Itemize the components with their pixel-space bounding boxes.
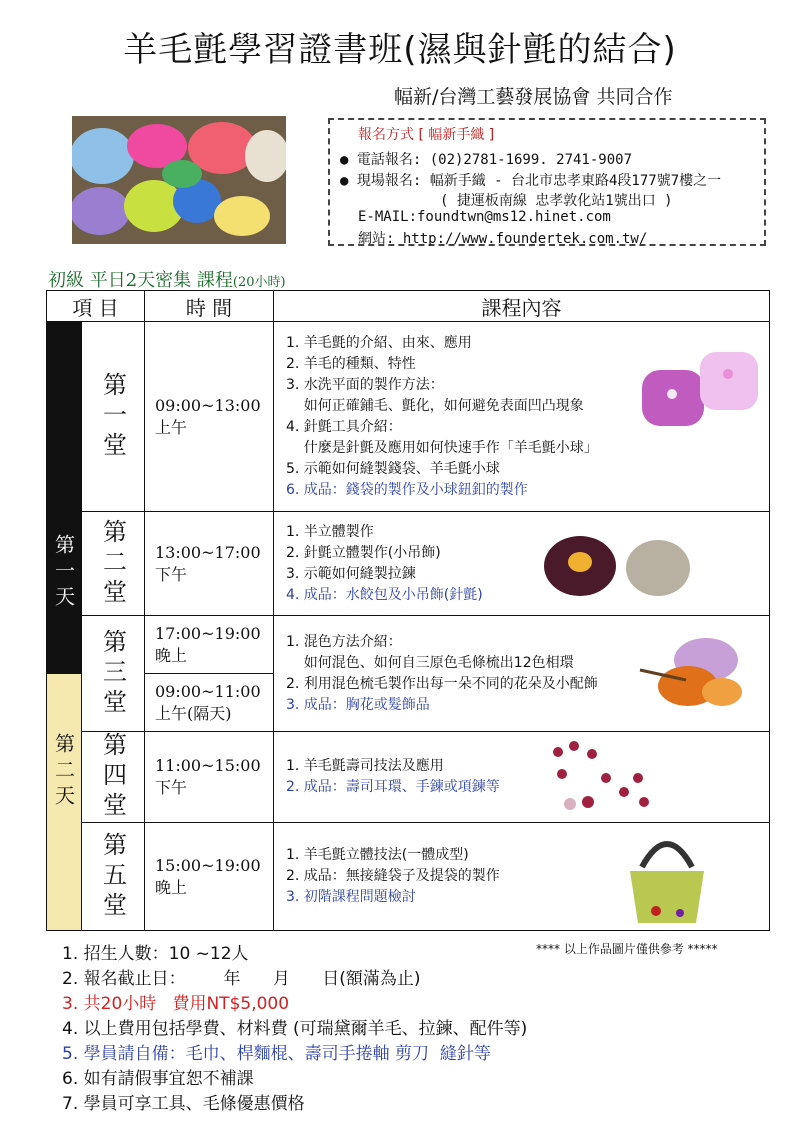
- note-2: 2. 報名截止日： 年 月 日(額滿為止): [62, 969, 421, 989]
- session-1: 第一堂: [82, 322, 145, 512]
- session-3-time-a: 17:00~19:00 晚上: [145, 616, 274, 674]
- session-1-product: 6. 成品：錢袋的製作及小球鈕釦的製作: [286, 481, 528, 498]
- note-6: 6. 如有請假事宜恕不補課: [62, 1069, 254, 1089]
- session-4-product: 2. 成品：壽司耳環、手鍊或項鍊等: [286, 779, 500, 795]
- note-7: 7. 學員可享工具、毛條優惠價格: [62, 1094, 305, 1114]
- course-name: 初級 平日2天密集 課程: [48, 270, 233, 291]
- wool-photo: [72, 116, 286, 244]
- session-5-time: 15:00~19:00 晚上: [145, 823, 274, 931]
- session-2-time: 13:00~17:00 下午: [145, 512, 274, 616]
- session-5: 第五堂: [82, 823, 145, 931]
- course-hours: (20小時): [232, 275, 286, 290]
- session-1-time: 09:00~13:00 上午: [145, 322, 274, 512]
- day-two-label: 第二天: [47, 674, 82, 931]
- photo-disclaimer: **** 以上作品圖片僅供參考 *****: [536, 942, 718, 956]
- note-4: 4. 以上費用包括學費、材料費 (可瑞黛爾羊毛、拉鍊、配件等): [62, 1019, 528, 1039]
- email-link[interactable]: E-MAIL:foundtwn@ms12.hinet.com: [358, 209, 611, 225]
- header-content: 課程內容: [274, 291, 770, 322]
- note-3: 3. 共20小時 費用NT$5,000: [62, 994, 290, 1014]
- session-4: 第四堂: [82, 732, 145, 823]
- brooch-image: [636, 630, 756, 720]
- onsite-registration: ● 現場報名: 幅新手織 - 台北市忠孝東路4段177號7樓之一: [340, 173, 722, 189]
- session-5-content: 1. 羊毛氈立體技法(一體成型) 2. 成品：無接縫袋子及提袋的製作 3. 初階課程問題檢討: [274, 823, 770, 931]
- session-1-content: 1. 羊毛氈的介紹、由來、應用 2. 羊毛的種類、特性 3. 水洗平面的製作方法： 如何正確鋪毛、氈化，如何避免表面凹凸現象 4. 針氈工具介紹： 什麼是針氈及應用如何快速手作「羊毛氈小球」 5. 示範如何縫製錢袋、羊毛氈小球 6. 成品：錢袋的製作及小球鈕釦的製作: [274, 322, 770, 512]
- day-one-label: 第一天: [47, 322, 82, 674]
- schedule-table: [46, 290, 770, 931]
- notes-list: [62, 942, 527, 1117]
- mrt-direction: ( 捷運板南線 忠孝敦化站1號出口 ): [440, 193, 673, 209]
- session-3: 第三堂: [82, 616, 145, 732]
- dumpling-bag-image: [542, 530, 692, 600]
- organizer-line: 幅新/台灣工藝發展協會 共同合作: [394, 86, 673, 108]
- session-2-product: 4. 成品：水餃包及小吊飾(針氈): [286, 586, 483, 603]
- note-1: 1. 招生人數：10 ~12人: [62, 944, 249, 964]
- session-3-time-b: 09:00~11:00 上午(隔天): [145, 674, 274, 732]
- session-2: 第二堂: [82, 512, 145, 616]
- header-item: 項 目: [47, 291, 145, 322]
- session-2-content: 1. 半立體製作 2. 針氈立體製作(小吊飾) 3. 示範如何縫製拉鍊 4. 成品：水餃包及小吊飾(針氈): [274, 512, 770, 616]
- registration-box: [328, 118, 766, 246]
- course-title: [48, 266, 286, 292]
- registration-heading: 報名方式 [ 幅新手織 ]: [358, 127, 495, 143]
- phone-registration: ● 電話報名: (02)2781-1699. 2741-9007: [340, 152, 633, 168]
- header-time: 時 間: [145, 291, 274, 322]
- session-3-product: 3. 成品：胸花或髮飾品: [286, 696, 430, 713]
- note-5: 5. 學員請自備：毛巾、桿麵棍、壽司手捲軸 剪刀 縫針等: [62, 1044, 491, 1064]
- session-4-content: 1. 羊毛氈壽司技法及應用 2. 成品：壽司耳環、手鍊或項鍊等: [274, 732, 770, 823]
- session-3-content: 1. 混色方法介紹： 如何混色、如何自三原色毛條梳出12色相環 2. 利用混色梳毛製作出每一朵不同的花朵及小配飾 3. 成品：胸花或髮飾品: [274, 616, 770, 732]
- coin-purse-image: [642, 352, 760, 434]
- sushi-jewelry-image: [548, 738, 658, 816]
- session-5-product: 3. 初階課程問題檢討: [286, 889, 416, 905]
- session-4-time: 11:00~15:00 下午: [145, 732, 274, 823]
- website-link[interactable]: 網站: http://www.foundertek.com.tw/: [358, 231, 648, 247]
- page-title: 羊毛氈學習證書班(濕與針氈的結合): [123, 30, 677, 70]
- felt-bag-image: [622, 827, 712, 927]
